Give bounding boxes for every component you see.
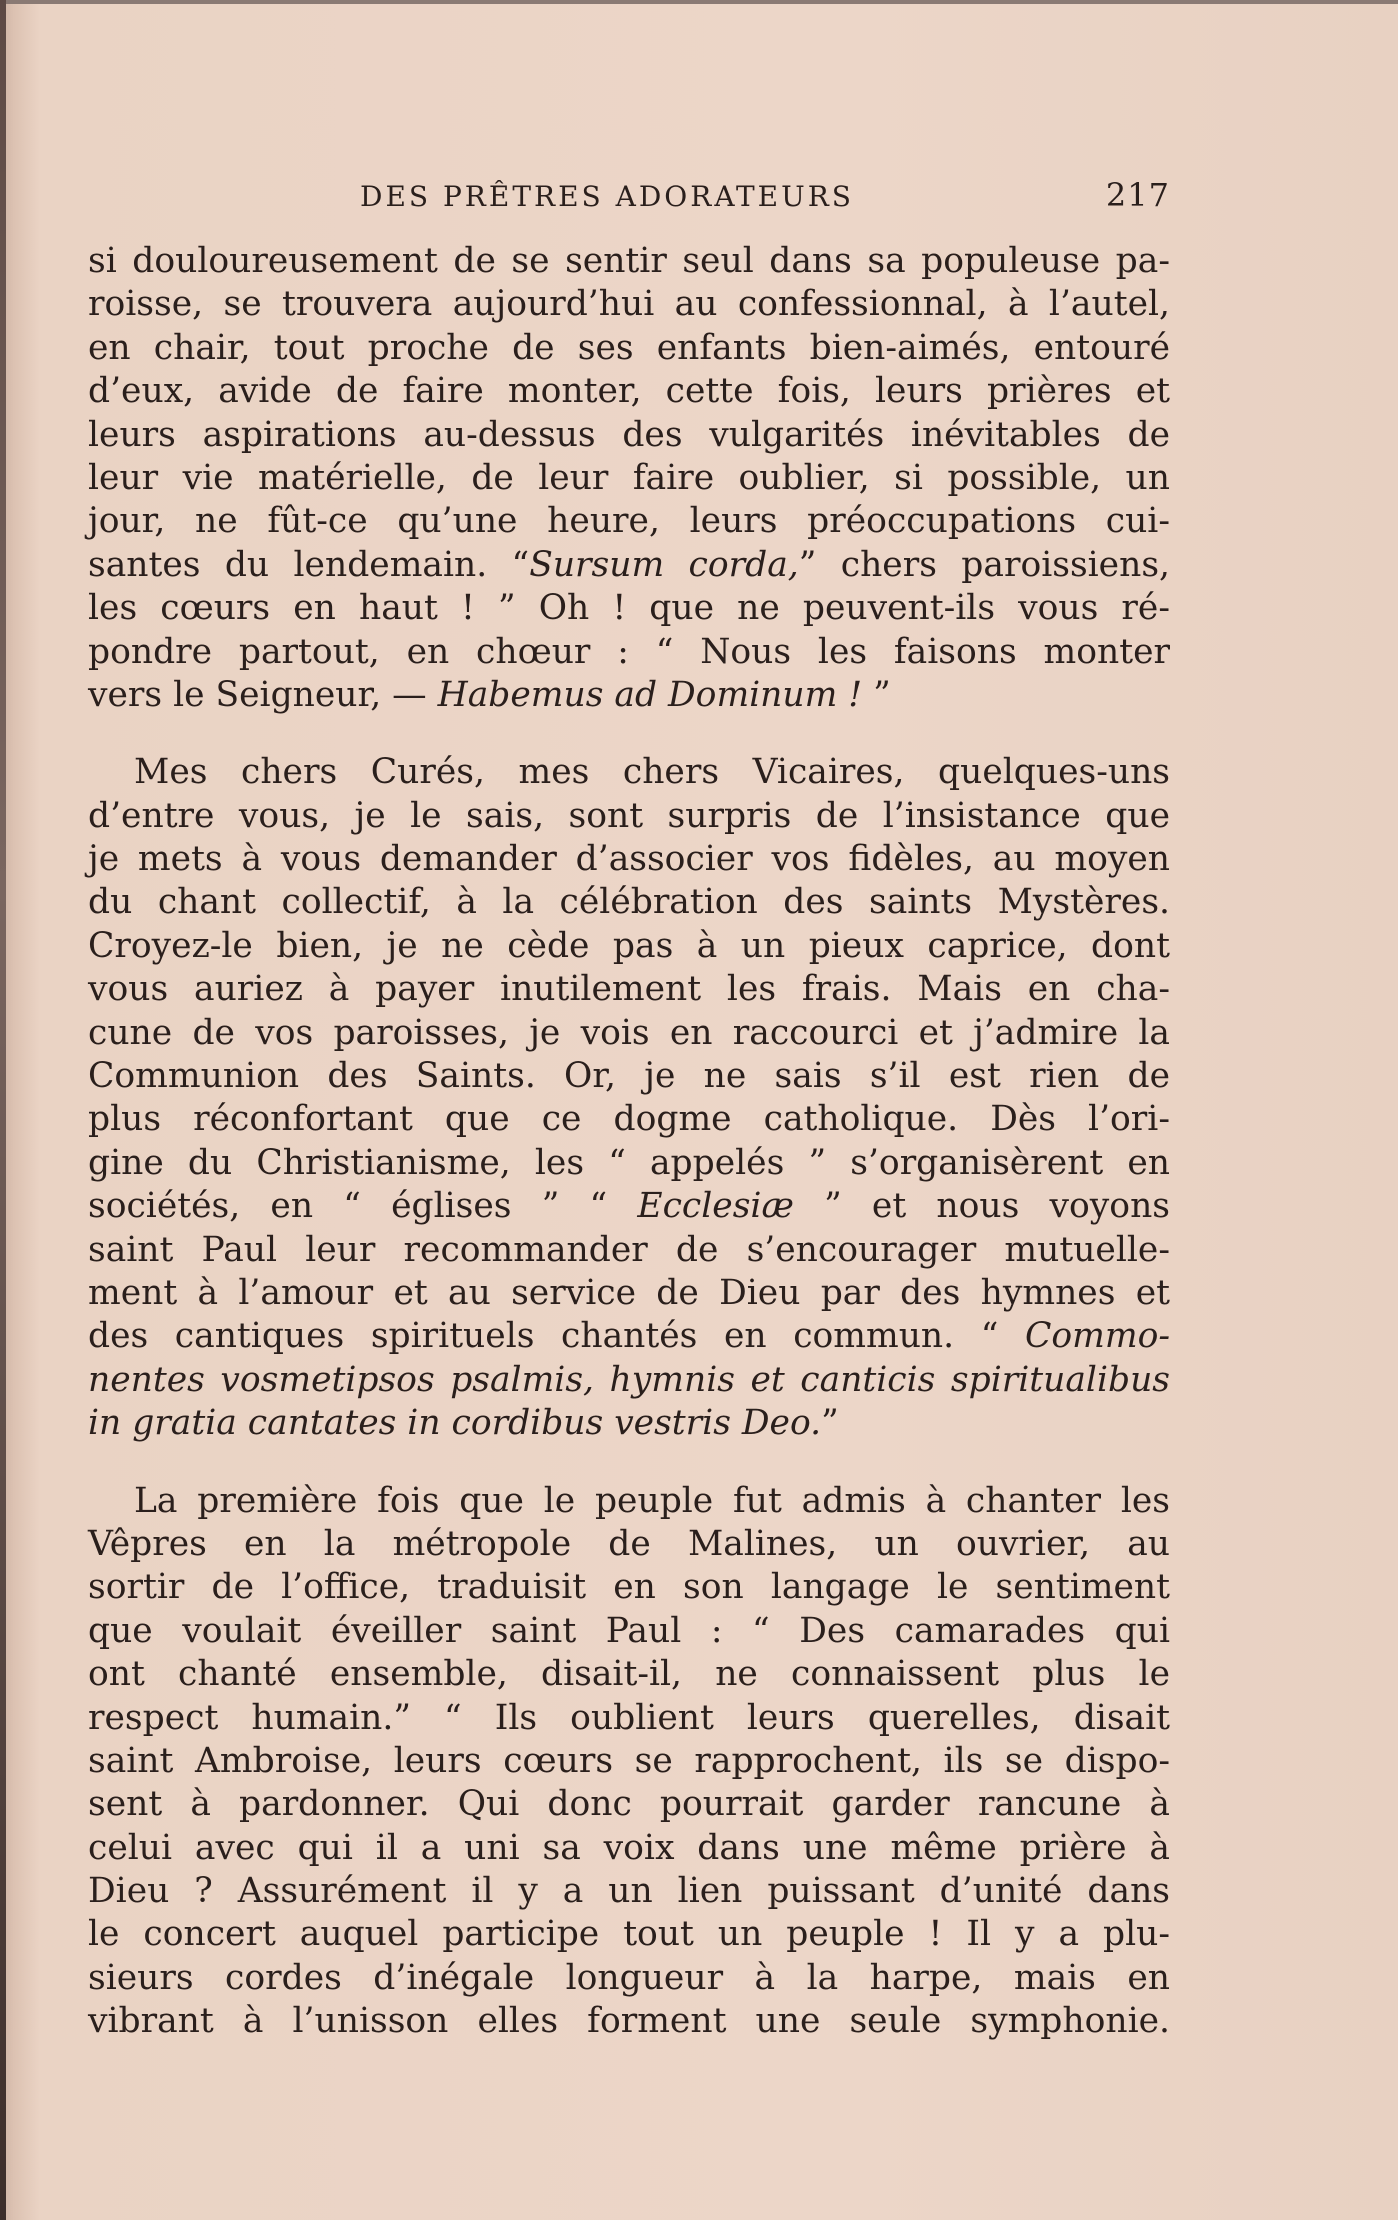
page-header [360, 176, 1170, 220]
text-line: santes du lendemain. “Sursum corda,” chers paroissiens, [88, 544, 1170, 585]
text-line: ment à l’amour et au service de Dieu par des hymnes et [88, 1272, 1170, 1313]
body-text [88, 240, 1170, 2044]
page-binding-edge [0, 0, 6, 2220]
text-line: en chair, tout proche de ses enfants bien-aimés, entouré [88, 327, 1170, 368]
text-line: saint Paul leur recommander de s’encourager mutuelle- [88, 1229, 1170, 1270]
text-line: pondre partout, en chœur : “ Nous les faisons monter [88, 631, 1170, 672]
italic-phrase: Habemus ad Dominum ! [437, 674, 863, 715]
text-line: Vêpres en la métropole de Malines, un ouvrier, au [88, 1523, 1170, 1564]
text-line: d’entre vous, je le sais, sont surpris de l’insistance que [88, 795, 1170, 836]
text-line: vers le Seigneur, — Habemus ad Dominum ! ” [88, 674, 891, 715]
text-line: cune de vos paroisses, je vois en raccourci et j’admire la [88, 1012, 1170, 1053]
text-line: Mes chers Curés, mes chers Vicaires, quelques-uns [134, 752, 1170, 793]
text-line: roisse, se trouvera aujourd’hui au confessionnal, à l’autel, [88, 284, 1170, 325]
text-line: vous auriez à payer inutilement les frais. Mais en cha- [88, 969, 1170, 1010]
text-line: sociétés, en “ églises ” “ Ecclesiæ ” et nous voyons [88, 1186, 1170, 1227]
text-line: in gratia cantates in cordibus vestris Deo.” [88, 1403, 839, 1444]
text-line: sent à pardonner. Qui donc pourrait garder rancune à [88, 1784, 1170, 1825]
text-line: ont chanté ensemble, disait-il, ne connaissent plus le [88, 1654, 1170, 1695]
paragraph-2 [88, 751, 1170, 1445]
text-line: saint Ambroise, leurs cœurs se rapprochent, ils se dispo- [88, 1740, 1170, 1781]
text-line: leur vie matérielle, de leur faire oublier, si possible, un [88, 457, 1170, 498]
text-line: jour, ne fût-ce qu’une heure, leurs préoccupations cui- [88, 501, 1170, 542]
text-line: sortir de l’office, traduisit en son langage le sentiment [88, 1567, 1170, 1608]
text-line: respect humain.” “ Ils oublient leurs querelles, disait [88, 1697, 1170, 1738]
text-line: La première fois que le peuple fut admis à chanter les [134, 1480, 1170, 1521]
text-line: plus réconfortant que ce dogme catholique. Dès l’ori- [88, 1099, 1170, 1140]
paragraph-gap [88, 717, 1170, 751]
text-line: leurs aspirations au-dessus des vulgarités inévitables de [88, 414, 1170, 455]
text-line: gine du Christianisme, les “ appelés ” s’organisèrent en [88, 1142, 1170, 1183]
text-line: du chant collectif, à la célébration des saints Mystères. [88, 882, 1170, 923]
text-line: le concert auquel participe tout un peuple ! Il y a plu- [88, 1914, 1170, 1955]
paragraph-gap [88, 1446, 1170, 1480]
text-line: d’eux, avide de faire monter, cette fois, leurs prières et [88, 371, 1170, 412]
text-line: des cantiques spirituels chantés en commun. “ Commo- [88, 1316, 1170, 1357]
text-line: les cœurs en haut ! ” Oh ! que ne peuvent-ils vous ré- [88, 588, 1170, 629]
paragraph-1 [88, 240, 1170, 717]
paragraph-3 [88, 1480, 1170, 2044]
text-line: vibrant à l’unisson elles forment une seule symphonie. [88, 2001, 1170, 2042]
text-line: Dieu ? Assurément il y a un lien puissant d’unité dans [88, 1871, 1170, 1912]
text-line: si douloureusement de se sentir seul dans sa populeuse pa- [88, 241, 1170, 281]
text-line: que voulait éveiller saint Paul : “ Des camarades qui [88, 1610, 1170, 1651]
text-line: sieurs cordes d’inégale longueur à la harpe, mais en [88, 1957, 1170, 1998]
text-line-italic: nentes vosmetipsos psalmis, hymnis et canticis spiritualibus [88, 1359, 1170, 1400]
italic-phrase: in gratia cantates in cordibus vestris Deo. [88, 1403, 822, 1444]
text-line: celui avec qui il a uni sa voix dans une même prière à [88, 1827, 1170, 1868]
page-number: 217 [1105, 176, 1170, 214]
text-line: je mets à vous demander d’associer vos fidèles, au moyen [88, 839, 1170, 880]
text-line: Croyez-le bien, je ne cède pas à un pieux caprice, dont [88, 925, 1170, 966]
italic-phrase: Sursum corda, [529, 544, 799, 585]
italic-phrase: Ecclesiæ [637, 1186, 794, 1227]
text-line: Communion des Saints. Or, je ne sais s’il est rien de [88, 1056, 1170, 1097]
running-head: DES PRÊTRES ADORATEURS [360, 180, 854, 213]
italic-phrase: Commo- [1024, 1316, 1170, 1357]
